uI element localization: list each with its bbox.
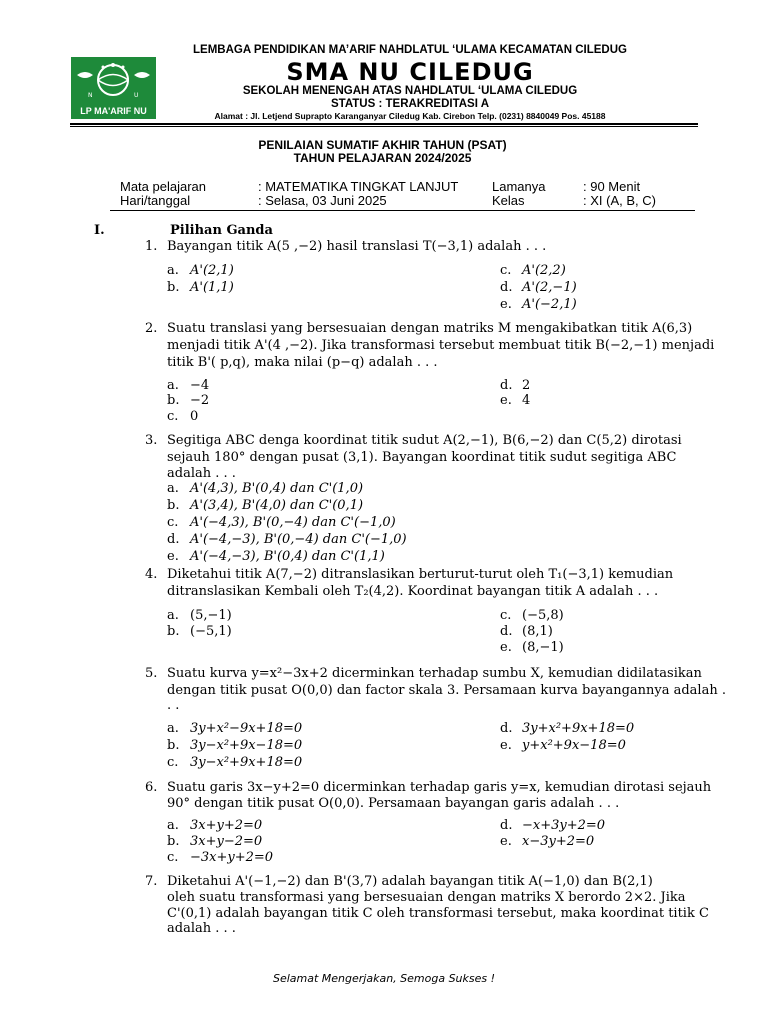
section-title: Pilihan Ganda (170, 223, 273, 238)
option-text: A'(−4,−3), B'(0,4) dan C'(1,1) (190, 549, 385, 564)
question-line: sejauh 180° dengan pusat (3,1). Bayangan koordinat titik sudut segitiga ABC (167, 450, 677, 465)
option-text: 3y+x²−9x+18=0 (190, 721, 303, 736)
question-line: adalah . . . (167, 466, 236, 481)
option-key: e. (167, 549, 179, 564)
question-line: dengan titik pusat O(0,0) dan factor skala 3. Persamaan kurva bayangannya adalah . (167, 683, 726, 698)
exam-title: PENILAIAN SUMATIF AKHIR TAHUN (PSAT) (258, 138, 507, 152)
option-text: (−5,8) (522, 608, 564, 623)
option-text: −3x+y+2=0 (190, 850, 274, 865)
question-line: Suatu translasi yang bersesuaian dengan matriks M mengakibatkan titik A(6,3) (167, 321, 693, 336)
option-key: b. (167, 624, 180, 639)
option-text: −2 (190, 393, 210, 408)
option-text: 3y−x²+9x+18=0 (190, 755, 303, 770)
footer-message: Selamat Mengerjakan, Semoga Sukses ! (272, 972, 496, 985)
logo-caption: LP MA'ARIF NU (71, 103, 156, 119)
option-key: d. (500, 818, 513, 833)
option-key: c. (167, 515, 179, 530)
question-line: menjadi titik A'(4 ,−2). Jika transformasi tersebut membuat titik B(−2,−1) menjadi (167, 338, 715, 353)
school-full-name: SEKOLAH MENENGAH ATAS NAHDLATUL ‘ULAMA CILEDUG (242, 85, 578, 97)
option-key: c. (500, 263, 512, 278)
option-text: (5,−1) (190, 608, 232, 623)
option-key: b. (167, 393, 180, 408)
question-line: Suatu garis 3x−y+2=0 dicerminkan terhadap garis y=x, kemudian dirotasi sejauh (167, 780, 712, 795)
option-text: 3y−x²+9x−18=0 (190, 738, 303, 753)
option-text: 3x+y+2=0 (190, 818, 263, 833)
header-rule-thick (70, 123, 698, 125)
question-number: 2. (145, 321, 158, 336)
option-text: y+x²+9x−18=0 (522, 738, 626, 753)
option-text: 3x+y−2=0 (190, 834, 263, 849)
option-key: a. (167, 721, 179, 736)
school-address: Alamat : Jl. Letjend Suprapto Karanganyar Ciledug Kab. Cirebon Telp. (0231) 8840049 Pos. 45188 (214, 111, 606, 121)
subject-label: Mata pelajaran (120, 179, 206, 194)
option-text: A'(−4,−3), B'(0,−4) dan C'(−1,0) (190, 532, 407, 547)
option-key: a. (167, 263, 179, 278)
question-line: C'(0,1) adalah bayangan titik C oleh transformasi tersebut, maka koordinat titik C (167, 906, 709, 921)
option-key: d. (500, 378, 513, 393)
option-key: e. (500, 834, 512, 849)
option-text: (−5,1) (190, 624, 232, 639)
option-text: (8,−1) (522, 640, 564, 655)
option-key: b. (167, 280, 180, 295)
class-label: Kelas (492, 193, 525, 208)
date-label: Hari/tanggal (120, 193, 191, 208)
exam-year: TAHUN PELAJARAN 2024/2025 (293, 151, 472, 165)
option-key: d. (500, 624, 513, 639)
question-line: oleh suatu transformasi yang bersesuaian dengan matriks X berordo 2×2. Jika (167, 890, 686, 905)
option-key: c. (167, 850, 179, 865)
option-text: 4 (522, 393, 531, 408)
option-key: b. (167, 738, 180, 753)
info-rule (110, 210, 695, 211)
option-text: A'(2,1) (190, 263, 234, 278)
option-text: 3y+x²+9x+18=0 (522, 721, 635, 736)
option-key: d. (500, 280, 513, 295)
question-line: 90° dengan titik pusat O(0,0). Persamaan bayangan garis adalah . . . (167, 796, 620, 811)
question-number: 5. (145, 666, 158, 681)
option-key: e. (500, 297, 512, 312)
question-line: titik B'( p,q), maka nilai (p−q) adalah . . . (167, 355, 438, 370)
option-key: c. (167, 409, 179, 424)
school-name: SMA NU CILEDUG (286, 58, 534, 86)
option-key: a. (167, 608, 179, 623)
accreditation-status: STATUS : TERAKREDITASI A (330, 98, 489, 110)
question-number: 7. (145, 874, 158, 889)
option-text: A'(−4,3), B'(0,−4) dan C'(−1,0) (190, 515, 396, 530)
option-text: A'(3,4), B'(4,0) dan C'(0,1) (190, 498, 364, 513)
option-text: (8,1) (522, 624, 553, 639)
option-text: 0 (190, 409, 199, 424)
school-logo (71, 57, 156, 119)
option-key: a. (167, 818, 179, 833)
duration-label: Lamanya (492, 179, 546, 194)
option-key: d. (500, 721, 513, 736)
option-key: c. (500, 608, 512, 623)
question-line: Diketahui A'(−1,−2) dan B'(3,7) adalah bayangan titik A(−1,0) dan B(2,1) (167, 874, 653, 889)
svg-text:N: N (88, 92, 93, 99)
option-key: b. (167, 498, 180, 513)
option-text: A'(2,−1) (522, 280, 577, 295)
section-number: I. (94, 223, 105, 238)
option-text: A'(4,3), B'(0,4) dan C'(1,0) (190, 481, 364, 496)
option-key: a. (167, 481, 179, 496)
question-line: . . (167, 698, 180, 713)
option-text: 2 (522, 378, 531, 393)
question-line: Suatu kurva y=x²−3x+2 dicerminkan terhadap sumbu X, kemudian didilatasikan (167, 666, 702, 681)
svg-text:U: U (134, 92, 139, 99)
question-number: 6. (145, 780, 158, 795)
header-rule-thin (70, 126, 698, 127)
date-value: : Selasa, 03 Juni 2025 (258, 193, 387, 208)
class-value: : XI (A, B, C) (583, 193, 656, 208)
option-text: A'(1,1) (190, 280, 234, 295)
option-text: A'(−2,1) (522, 297, 577, 312)
option-text: −x+3y+2=0 (522, 818, 606, 833)
option-key: c. (167, 755, 179, 770)
option-key: e. (500, 393, 512, 408)
question-line: Segitiga ABC denga koordinat titik sudut A(2,−1), B(6,−2) dan C(5,2) dirotasi (167, 433, 682, 448)
question-line: Bayangan titik A(5 ,−2) hasil translasi T(−3,1) adalah . . . (167, 239, 547, 254)
question-number: 3. (145, 433, 158, 448)
option-key: e. (500, 640, 512, 655)
question-line: Diketahui titik A(7,−2) ditranslasikan berturut-turut oleh T₁(−3,1) kemudian (167, 567, 674, 582)
question-number: 4. (145, 567, 158, 582)
option-key: b. (167, 834, 180, 849)
option-key: d. (167, 532, 180, 547)
option-text: −4 (190, 378, 210, 393)
option-key: e. (500, 738, 512, 753)
subject-value: : MATEMATIKA TINGKAT LANJUT (258, 179, 459, 194)
option-key: a. (167, 378, 179, 393)
question-line: adalah . . . (167, 921, 236, 936)
question-line: ditranslasikan Kembali oleh T₂(4,2). Koordinat bayangan titik A adalah . . . (167, 584, 659, 599)
question-number: 1. (145, 239, 158, 254)
option-text: x−3y+2=0 (522, 834, 595, 849)
institution-name: LEMBAGA PENDIDIKAN MA’ARIF NAHDLATUL ‘ULAMA KECAMATAN CILEDUG (193, 44, 627, 56)
option-text: A'(2,2) (522, 263, 566, 278)
duration-value: : 90 Menit (583, 179, 641, 194)
